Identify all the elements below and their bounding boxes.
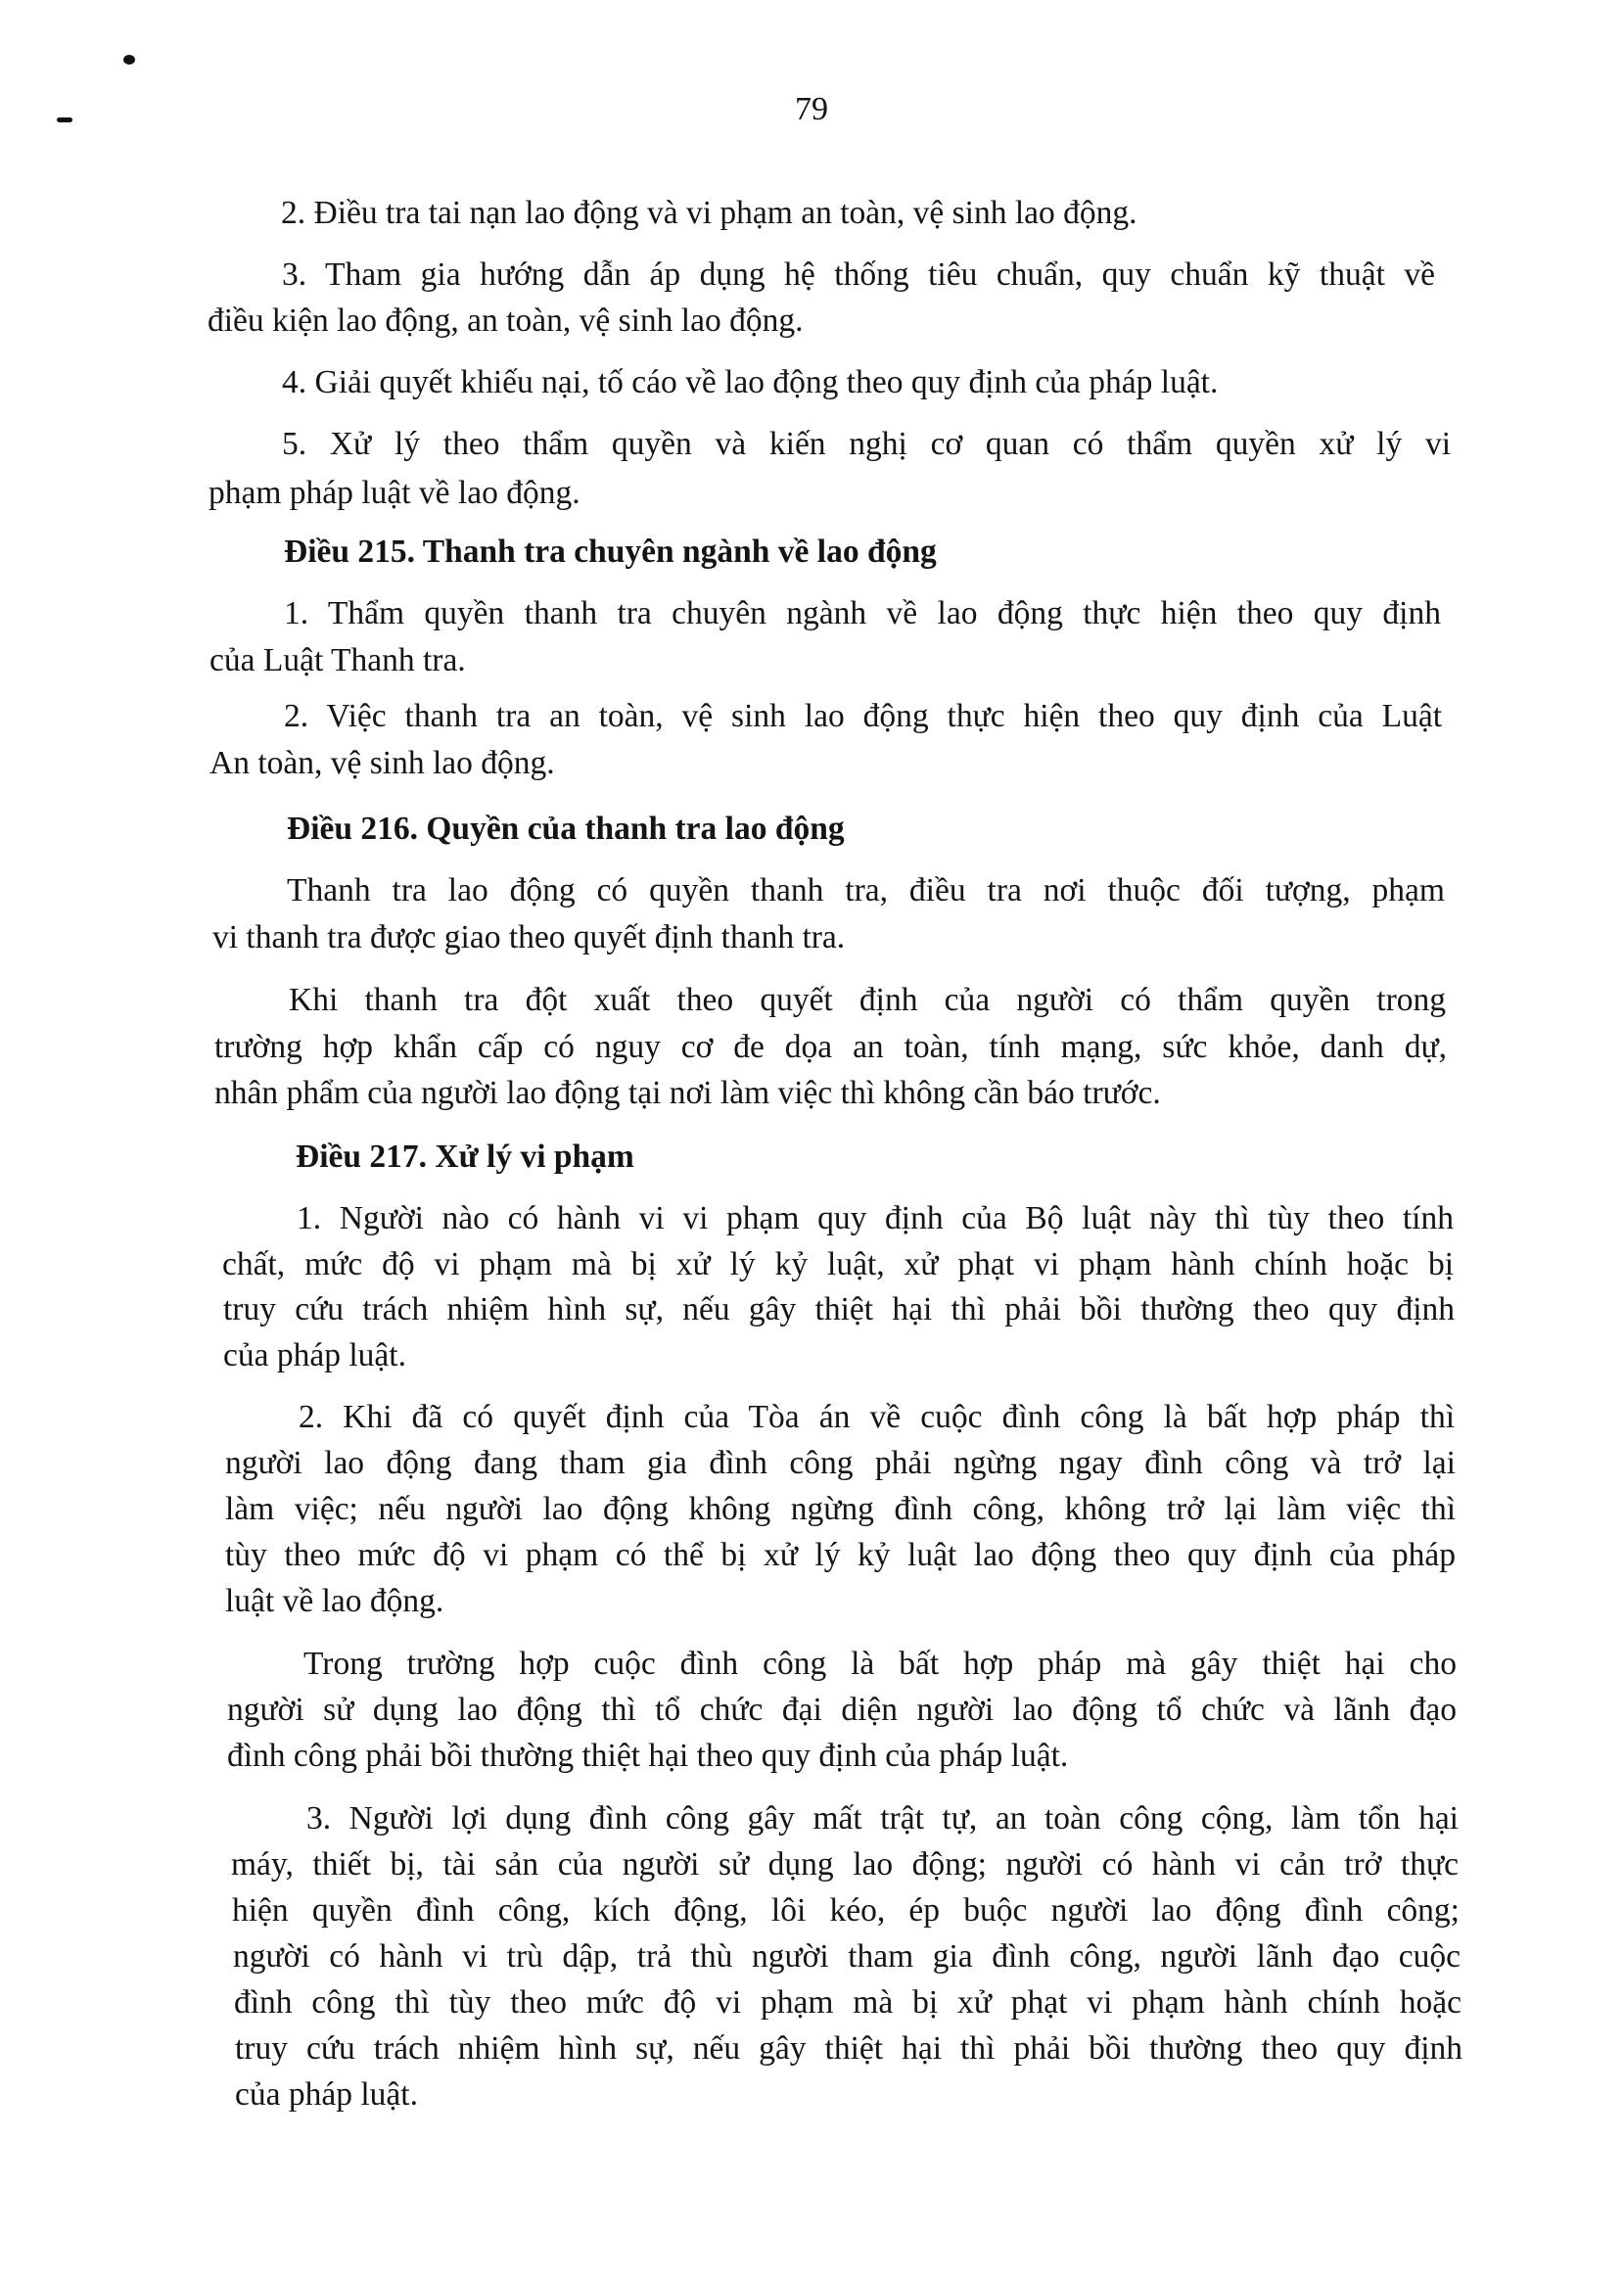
text-line: chất, mức độ vi phạm mà bị xử lý kỷ luật, xử phạt vi phạm hành chính hoặc bị [222, 1246, 1454, 1282]
text-line: 3. Người lợi dụng đình công gây mất trật tự, an toàn công cộng, làm tổn hại [306, 1800, 1459, 1837]
text-line: Khi thanh tra đột xuất theo quyết định của người có thẩm quyền trong [289, 982, 1446, 1018]
text-line: 2. Việc thanh tra an toàn, vệ sinh lao động thực hiện theo quy định của Luật [284, 698, 1442, 734]
text-line: phạm pháp luật về lao động. [209, 475, 580, 511]
text-line: truy cứu trách nhiệm hình sự, nếu gây thiệt hại thì phải bồi thường theo quy định [235, 2030, 1462, 2067]
text-line: của pháp luật. [235, 2076, 418, 2113]
article-heading-215: Điều 215. Thanh tra chuyên ngành về lao động [284, 534, 937, 570]
text-line: đình công thì tùy theo mức độ vi phạm mà bị xử phạt vi phạm hành chính hoặc [234, 1984, 1462, 2021]
text-line: 3. Tham gia hướng dẫn áp dụng hệ thống tiêu chuẩn, quy chuẩn kỹ thuật về [282, 256, 1435, 293]
scan-smudge-mark [123, 55, 135, 65]
text-line: Trong trường hợp cuộc đình công là bất hợp pháp mà gây thiệt hại cho [303, 1646, 1457, 1682]
text-line: điều kiện lao động, an toàn, vệ sinh lao động. [208, 302, 804, 339]
text-line: 1. Người nào có hành vi vi phạm quy định của Bộ luật này thì tùy theo tính [297, 1200, 1454, 1236]
text-line: làm việc; nếu người lao động không ngừng đình công, không trở lại làm việc thì [225, 1491, 1456, 1527]
scan-smudge-mark [57, 117, 72, 122]
text-line: tùy theo mức độ vi phạm có thể bị xử lý kỷ luật lao động theo quy định của pháp [225, 1537, 1456, 1573]
article-heading-216: Điều 216. Quyền của thanh tra lao động [287, 811, 845, 847]
text-line: 5. Xử lý theo thẩm quyền và kiến nghị cơ quan có thẩm quyền xử lý vi [282, 426, 1451, 462]
text-line: Thanh tra lao động có quyền thanh tra, điều tra nơi thuộc đối tượng, phạm [287, 872, 1445, 908]
text-line: 1. Thẩm quyền thanh tra chuyên ngành về lao động thực hiện theo quy định [284, 595, 1441, 631]
text-line: vi thanh tra được giao theo quyết định thanh tra. [212, 919, 846, 955]
text-line: máy, thiết bị, tài sản của người sử dụng lao động; người có hành vi cản trở thực [231, 1846, 1459, 1883]
text-line: An toàn, vệ sinh lao động. [209, 745, 555, 781]
page-number: 79 [795, 91, 828, 127]
text-line: luật về lao động. [225, 1583, 444, 1619]
text-line: người lao động đang tham gia đình công phải ngừng ngay đình công và trở lại [225, 1445, 1456, 1481]
article-heading-217: Điều 217. Xử lý vi phạm [296, 1139, 634, 1175]
text-line: trường hợp khẩn cấp có nguy cơ đe dọa an toàn, tính mạng, sức khỏe, danh dự, [214, 1029, 1447, 1065]
text-line: của pháp luật. [223, 1337, 406, 1373]
text-line: hiện quyền đình công, kích động, lôi kéo, ép buộc người lao động đình công; [232, 1892, 1460, 1929]
text-line: của Luật Thanh tra. [209, 642, 466, 678]
text-line: 2. Điều tra tai nạn lao động và vi phạm an toàn, vệ sinh lao động. [281, 195, 1137, 231]
text-line: 4. Giải quyết khiếu nại, tố cáo về lao động theo quy định của pháp luật. [282, 364, 1219, 400]
text-line: truy cứu trách nhiệm hình sự, nếu gây thiệt hại thì phải bồi thường theo quy định [223, 1291, 1455, 1327]
text-line: người có hành vi trù dập, trả thù người tham gia đình công, người lãnh đạo cuộc [233, 1938, 1461, 1975]
text-line: 2. Khi đã có quyết định của Tòa án về cuộc đình công là bất hợp pháp thì [299, 1399, 1455, 1435]
text-line: người sử dụng lao động thì tổ chức đại diện người lao động tổ chức và lãnh đạo [227, 1692, 1457, 1728]
text-line: đình công phải bồi thường thiệt hại theo quy định của pháp luật. [227, 1738, 1069, 1774]
text-line: nhân phẩm của người lao động tại nơi làm việc thì không cần báo trước. [214, 1075, 1161, 1111]
